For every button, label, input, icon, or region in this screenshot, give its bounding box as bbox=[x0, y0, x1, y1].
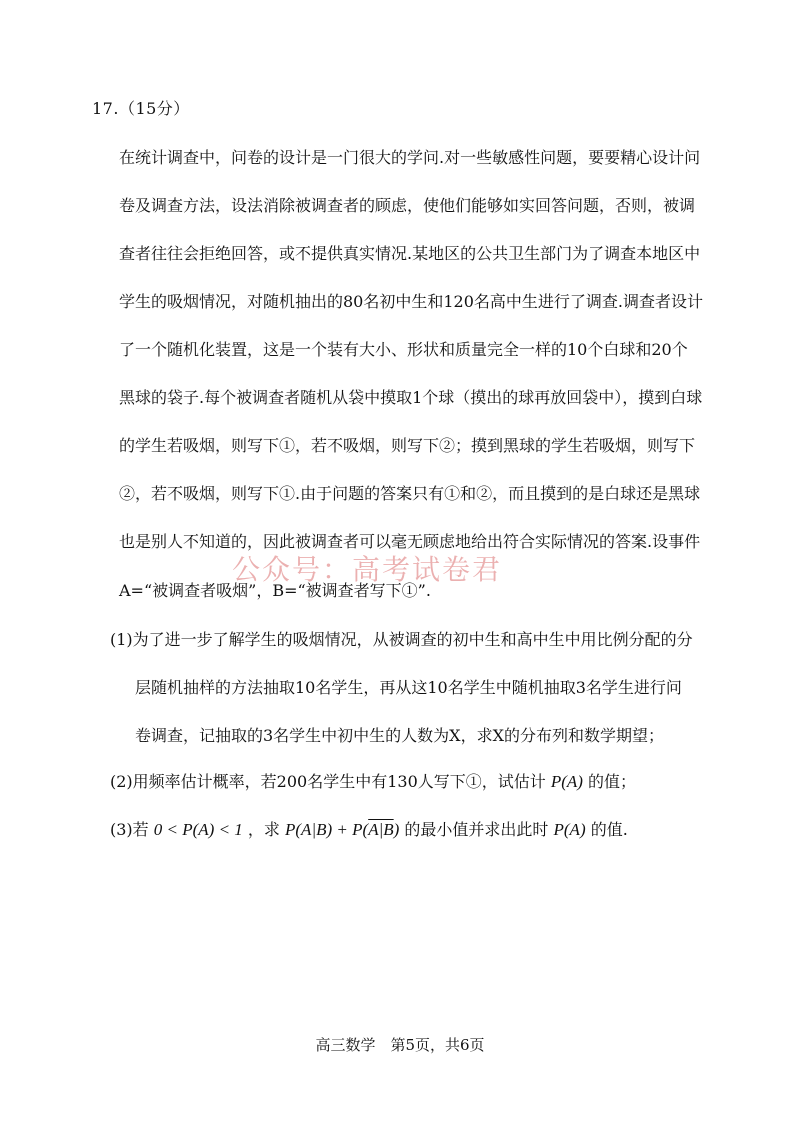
sub-question-2-text: (2)用频率估计概率，若200名学生中有130人写下①，试估计 bbox=[110, 772, 546, 791]
question-text-line: ②，若不吸烟，则写下①.由于问题的答案只有①和②，而且摸到的是白球还是黑球 bbox=[119, 484, 701, 503]
sub-question-3-expr-a: P(A|B) + P( bbox=[285, 820, 369, 839]
sub-question-3-math2: P(A) bbox=[553, 820, 586, 839]
page-footer: 高三数学 第5页，共6页 bbox=[315, 1036, 485, 1054]
sub-question-3-expr-bar: A|B bbox=[368, 820, 394, 839]
sub-question-3-prefix: (3)若 bbox=[110, 820, 149, 839]
watermark: 公众号：高考试卷君 bbox=[232, 553, 503, 586]
sub-question-3-expr-b: ) bbox=[393, 820, 400, 839]
sub-question-2 bbox=[110, 769, 636, 792]
question-text-line: 的学生若吸烟，则写下①，若不吸烟，则写下②；摸到黑球的学生若吸烟，则写下 bbox=[119, 436, 696, 455]
question-text-line: 卷及调查方法，设法消除被调查者的顾虑，使他们能够如实回答问题，否则，被调 bbox=[119, 196, 696, 215]
sub-question-1-line: 层随机抽样的方法抽取10名学生，再从这10名学生中随机抽取3名学生进行问 bbox=[135, 678, 682, 697]
question-text-line: 了一个随机化装置，这是一个装有大小、形状和质量完全一样的10个白球和20个 bbox=[119, 340, 688, 359]
sub-question-2-end: 的值； bbox=[588, 772, 637, 791]
sub-question-3-condition: 0 < P(A) < 1 bbox=[153, 820, 243, 839]
question-text-line: 也是别人不知道的，因此被调查者可以毫无顾虑地给出符合实际情况的答案.设事件 bbox=[119, 532, 701, 551]
sub-question-1-line: 卷调查，记抽取的3名学生中初中生的人数为X，求X的分布列和数学期望； bbox=[135, 726, 664, 745]
sub-question-3-end: 的值. bbox=[590, 820, 628, 839]
sub-question-1-line: (1)为了进一步了解学生的吸烟情况，从被调查的初中生和高中生中用比例分配的分 bbox=[110, 630, 693, 649]
event-definition: A=“被调查者吸烟”，B=“被调查者写下①”. bbox=[119, 581, 431, 600]
question-text-line: 学生的吸烟情况，对随机抽出的80名初中生和120名高中生进行了调查.调查者设计 bbox=[119, 292, 703, 311]
sub-question-3-mid: ，求 bbox=[247, 820, 280, 839]
question-text-line: 黑球的袋子.每个被调查者随机从袋中摸取1个球（摸出的球再放回袋中），摸到白球 bbox=[119, 388, 703, 407]
sub-question-2-math: P(A) bbox=[550, 772, 583, 791]
question-text-line: 在统计调查中，问卷的设计是一门很大的学问.对一些敏感性问题，要要精心设计问 bbox=[119, 148, 701, 167]
question-text-line: 查者往往会拒绝回答，或不提供真实情况.某地区的公共卫生部门为了调查本地区中 bbox=[119, 244, 701, 263]
sub-question-3 bbox=[110, 817, 628, 840]
question-number: 17.（15分） bbox=[92, 99, 190, 118]
sub-question-3-mid2: 的最小值并求出此时 bbox=[404, 820, 549, 839]
